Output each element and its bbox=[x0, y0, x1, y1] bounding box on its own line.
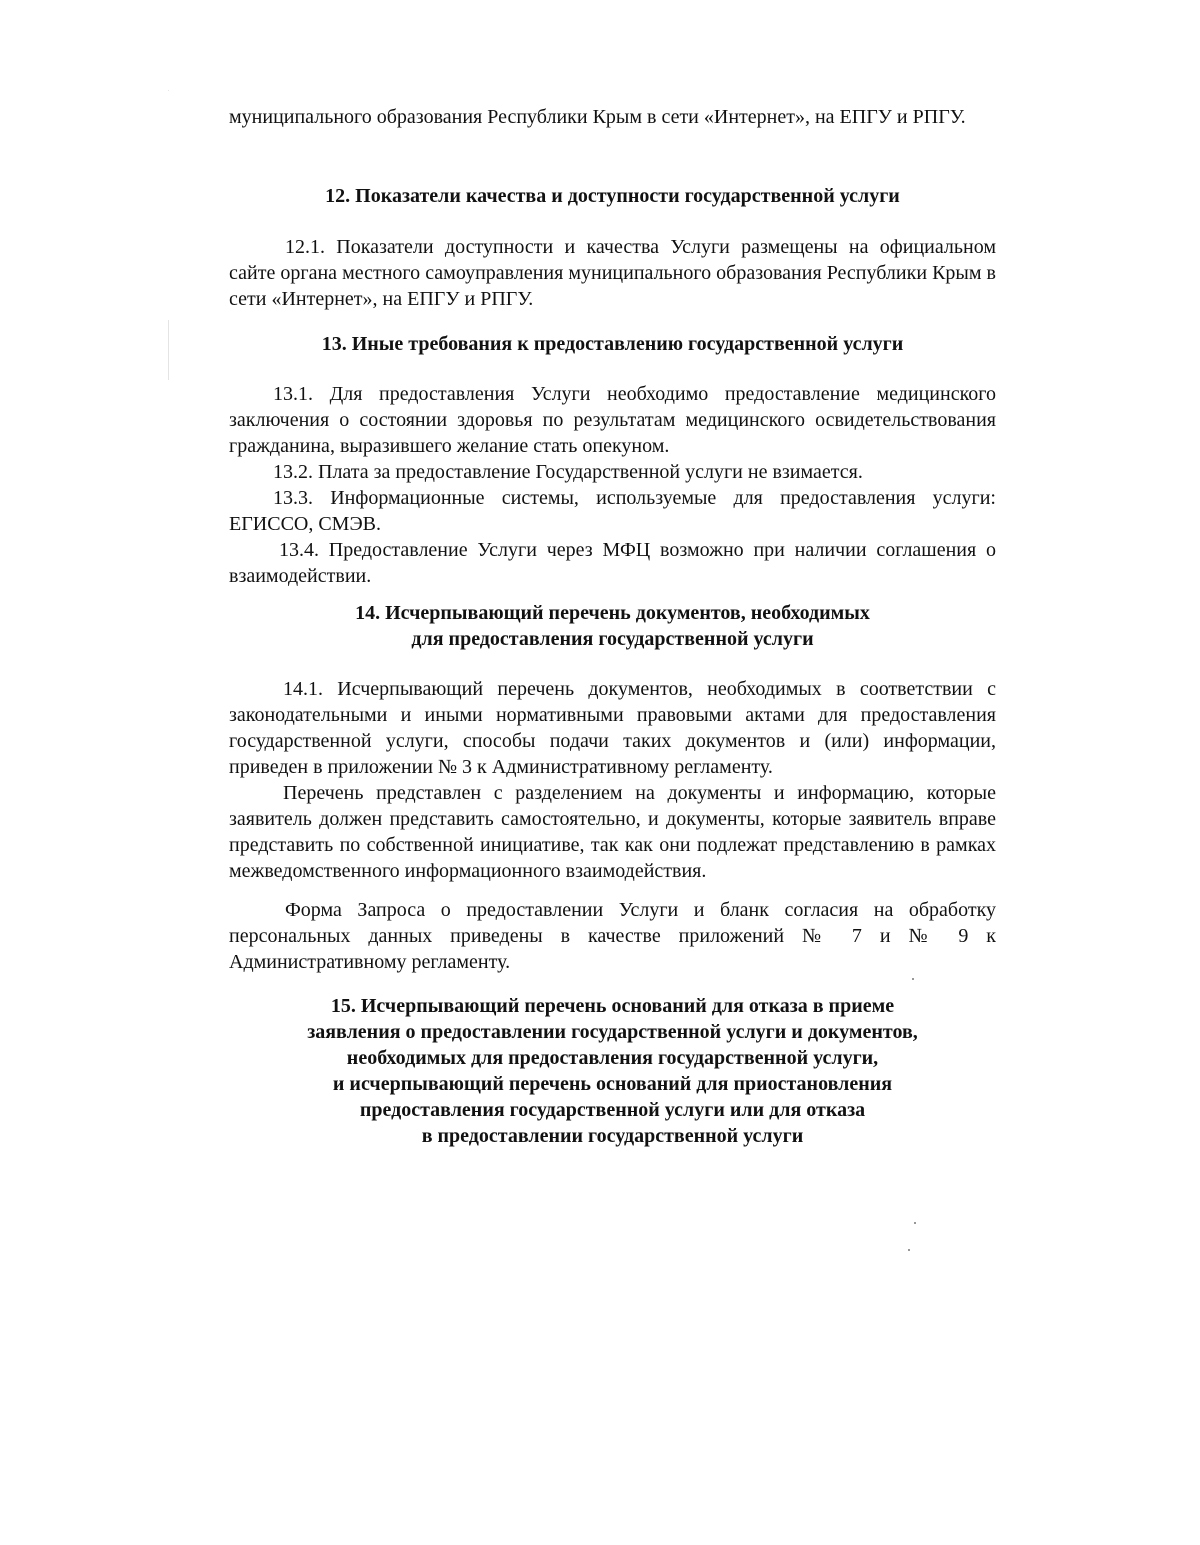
heading-line: и исчерпывающий перечень оснований для приостановления bbox=[332, 1073, 893, 1095]
section-13-body bbox=[229, 381, 996, 589]
paragraph-14-form: Форма Запроса о предоставлении Услуги и бланк согласия на обработку персональных данных приведены в качестве приложений № 7 и № 9 к Административному регламенту. bbox=[229, 899, 996, 973]
section-14-heading bbox=[229, 600, 996, 652]
intro-block bbox=[229, 104, 996, 130]
heading-line: заявления о предоставлении государственной услуги и документов, bbox=[307, 1021, 918, 1043]
scan-speck bbox=[908, 1249, 910, 1251]
scan-speck bbox=[914, 1222, 916, 1224]
section-14-body bbox=[229, 676, 996, 884]
paragraph-12-1: 12.1. Показатели доступности и качества Услуги размещены на официальном сайте органа местного самоуправления муниципального образования Республики Крым в сети «Интернет», на ЕПГУ и РПГУ. bbox=[229, 236, 996, 310]
heading-line: необходимых для предоставления государственной услуги, bbox=[346, 1047, 879, 1069]
scan-speck bbox=[912, 978, 914, 980]
section-13-heading: 13. Иные требования к предоставлению государственной услуги bbox=[321, 333, 904, 355]
section-14-form-note bbox=[229, 897, 996, 975]
paragraph-13-2: 13.2. Плата за предоставление Государственной услуги не взимается. bbox=[273, 461, 863, 483]
heading-line: предоставления государственной услуги или для отказа bbox=[359, 1099, 866, 1121]
scan-mark bbox=[168, 320, 169, 380]
paragraph-13-3: 13.3. Информационные системы, используемые для предоставления услуги: ЕГИССО, СМЭВ. bbox=[229, 487, 996, 535]
section-12-body bbox=[229, 234, 996, 312]
paragraph-14-1: 14.1. Исчерпывающий перечень документов, необходимых в соответствии с законодательными и иными нормативными правовыми актами для предоставления государственной услуги, способы подачи таких документов и (или) информации, приведен в приложении № 3 к Административному регламенту. bbox=[229, 678, 996, 778]
scan-mark bbox=[168, 90, 169, 91]
paragraph-14-list-note: Перечень представлен с разделением на документы и информацию, которые заявитель должен представить самостоятельно, и документы, которые заявитель вправе представить по собственной инициативе, так как они подлежат представлению в рамках межведомственного информационного взаимодействия. bbox=[229, 782, 996, 882]
section-12-heading: 12. Показатели качества и доступности государственной услуги bbox=[325, 185, 900, 207]
paragraph-13-4: 13.4. Предоставление Услуги через МФЦ возможно при наличии соглашения о взаимодействии. bbox=[229, 539, 996, 587]
heading-line: в предоставлении государственной услуги bbox=[421, 1125, 804, 1147]
intro-paragraph: муниципального образования Республики Крым в сети «Интернет», на ЕПГУ и РПГУ. bbox=[229, 106, 966, 128]
paragraph-13-1: 13.1. Для предоставления Услуги необходимо предоставление медицинского заключения о состоянии здоровья по результатам медицинского освидетельствования гражданина, выразившего желание стать опекуном. bbox=[229, 383, 996, 457]
heading-line: 15. Исчерпывающий перечень оснований для отказа в приеме bbox=[330, 995, 895, 1017]
heading-line: для предоставления государственной услуги bbox=[411, 628, 814, 650]
heading-line: 14. Исчерпывающий перечень документов, необходимых bbox=[355, 602, 870, 624]
section-15-heading bbox=[229, 993, 996, 1149]
